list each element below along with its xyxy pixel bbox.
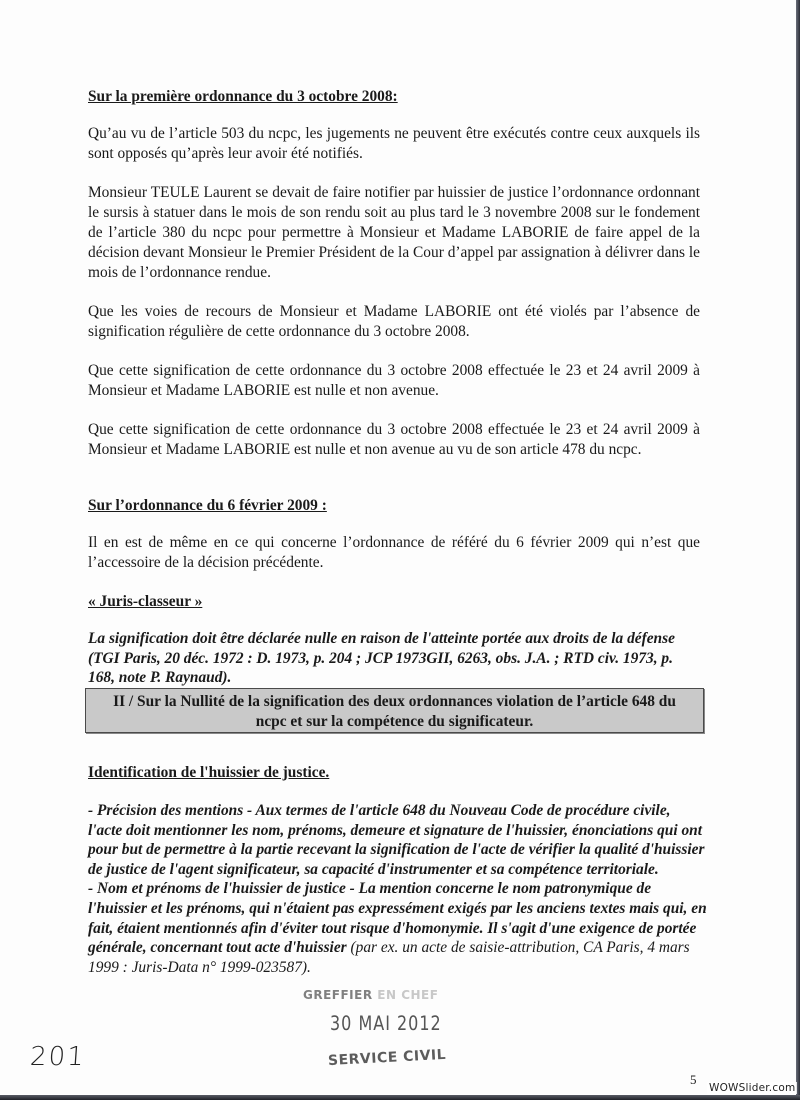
identification-block <box>88 764 708 977</box>
section-header-box <box>85 688 704 733</box>
stamp-greffier <box>303 988 438 1002</box>
heading-identification-huissier: Identification de l'huissier de justice. <box>88 764 330 781</box>
paragraph: Qu’au vu de l’article 503 du ncpc, les jugements ne peuvent être exécutés contre ceux auxquels ils sont opposés qu’après leur avoir été notifiés. <box>88 125 700 162</box>
paragraph: Que cette signification de cette ordonnance du 3 octobre 2008 effectuée le 23 et 24 avril 2009 à Monsieur et Madame LABORIE est nulle et non avenue au vu de son article 478 du ncpc. <box>88 421 700 458</box>
stamp-service-civil: SERVICE CIVIL <box>327 1046 447 1070</box>
stamp-date: 30 MAI 2012 <box>330 1012 442 1035</box>
juris-quote: La signification doit être déclarée nulle en raison de l'atteinte portée aux droits de la défense (TGI Paris, 20 déc. 1972 : D. 1973, p. 204 ; JCP 1973GII, 6263, obs. J.A. ; RTD civ. 1973, p. 168, note P. Raynaud). <box>88 630 675 686</box>
section-header-line-1: II / Sur la Nullité de la signification des deux ordonnances violation de l’article 648 du <box>113 693 676 710</box>
page-shadow-right <box>796 0 800 1100</box>
paragraph: Il en est de même en ce qui concerne l’ordonnance de référé du 6 février 2009 qui n’est que l’accessoire de la décision précédente. <box>88 534 700 571</box>
page-shadow-bottom <box>0 1095 800 1100</box>
heading-juris-classeur: « Juris-classeur » <box>88 593 203 610</box>
main-content <box>88 87 700 688</box>
paragraph: Que cette signification de cette ordonnance du 3 octobre 2008 effectuée le 23 et 24 avril 2009 à Monsieur et Madame LABORIE est nulle et non avenue. <box>88 362 700 399</box>
section-header-line-2: ncpc et sur la compétence du significateur. <box>255 713 534 730</box>
heading-premiere-ordonnance: Sur la première ordonnance du 3 octobre 2008: <box>88 88 398 105</box>
nom-prenoms-text: - Nom et prénoms de l'huissier de justice - La mention concerne le nom patronymique de l'huissier et les prénoms, qui n'étaient pas expressément exigés par les anciens textes mais qui, en fait, étaient mentionnés afin d'éviter tout risque d'homonymie. Il s'agit d'une exigence de portée générale, concernant tout acte d'huissier <box>88 880 707 957</box>
nom-prenoms-paragraph <box>88 879 708 977</box>
handwritten-page-annotation: 201 <box>28 1042 87 1072</box>
heading-ordonnance-6-fevrier: Sur l’ordonnance du 6 février 2009 : <box>88 497 327 514</box>
precision-des-mentions-paragraph: - Précision des mentions - Aux termes de l'article 648 du Nouveau Code de procédure civile, l'acte doit mentionner les nom, prénoms, demeure et signature de l'huissier, énonciations qui ont pour but de permettre à la partie recevant la signification de l'acte de vérifier la qualité d'huissier de justice de l'agent significateur, sa capacité d'instrumenter et sa compétence territoriale. <box>88 802 705 878</box>
paragraph: Monsieur TEULE Laurent se devait de faire notifier par huissier de justice l’ordonnance ordonnant le sursis à statuer dans le mois de son rendu soit au plus tard le 3 novembre 2008 sur le fondement de l’article 380 du ncpc pour permettre à Monsieur et Madame LABORIE de faire appel de la décision devant Monsieur le Premier Président de la Cour d’appel par assignation à délivrer dans le mois de l’ordonnance rendue. <box>88 184 700 281</box>
paragraph: Que les voies de recours de Monsieur et Madame LABORIE ont été violés par l’absence de signification régulière de cette ordonnance du 3 octobre 2008. <box>88 303 700 340</box>
stamp-greffier-faded-text: EN CHEF <box>372 988 439 1002</box>
watermark-wowslider: WOWSlider.com <box>709 1082 796 1094</box>
case-reference: (par ex. un acte de saisie-attribution, CA Paris, 4 mars 1999 : Juris-Data n° 1999-023587). <box>88 939 690 976</box>
stamp-greffier-text: GREFFIER <box>303 988 373 1002</box>
page-number: 5 <box>690 1072 697 1087</box>
